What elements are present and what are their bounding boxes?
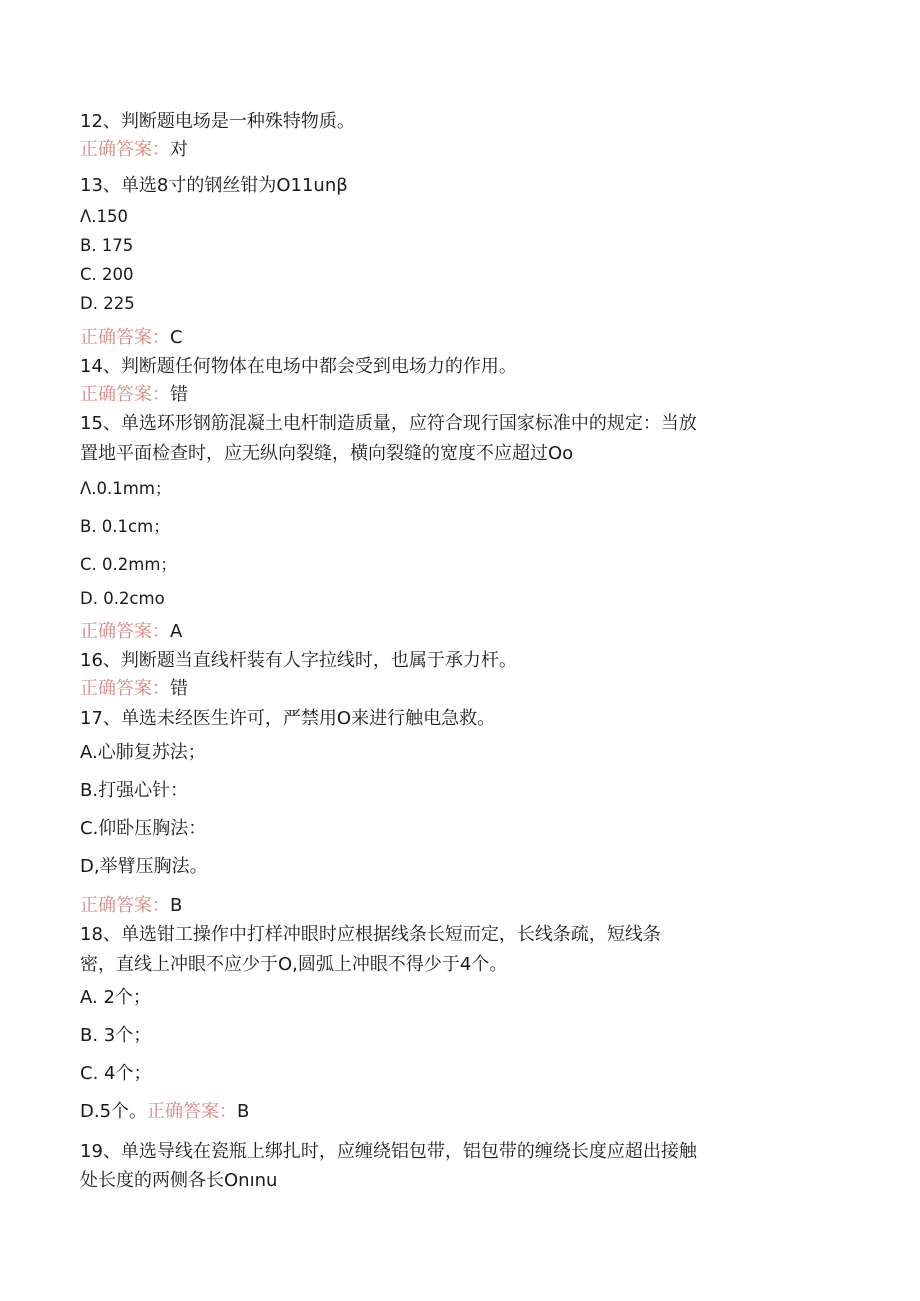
q18-option-a: A. 2个； (80, 987, 151, 1008)
q16-stem: 16、判断题当直线杆装有人字拉线时，也属于承力杆。 (80, 650, 517, 671)
q15-stem-line1: 15、单选环形钢筋混凝土电杆制造质量，应符合现行国家标准中的规定：当放 (80, 413, 697, 434)
q18-answer: B (237, 1101, 250, 1122)
q19-stem-line1: 19、单选导线在瓷瓶上绑扎时，应缠绕铝包带，铝包带的缠绕长度应超出接触 (80, 1141, 697, 1162)
q17-stem: 17、单选未经医生许可，严禁用O来进行触电急救。 (80, 708, 496, 729)
answer-label: 正确答案： (80, 895, 170, 916)
q13-answer-line (80, 326, 183, 350)
q14-stem: 14、判断题任何物体在电场中都会受到电场力的作用。 (80, 356, 517, 377)
q18-option-c: C. 4个； (80, 1063, 152, 1084)
q14-answer-line (80, 383, 188, 407)
q14-answer: 错 (170, 384, 188, 405)
q13-option-a: Λ.150 (80, 207, 129, 226)
q15-option-a: Λ.0.1mm； (80, 479, 172, 498)
q12-stem: 12、判断题电场是一种殊特物质。 (80, 111, 355, 132)
q17-option-b: B.打强心针： (80, 780, 189, 801)
q13-option-c: C. 200 (80, 265, 134, 284)
q17-answer: B (170, 895, 183, 916)
q15-option-b: B. 0.1cm； (80, 517, 170, 536)
answer-label: 正确答案： (80, 139, 170, 160)
q19-stem-line2: 处长度的两侧各长Onınu (80, 1170, 278, 1191)
q17-option-d: D,举臂压胸法。 (80, 856, 208, 877)
q17-option-a: A.心肺复苏法； (80, 742, 206, 763)
q15-stem-line2: 置地平面检查时，应无纵向裂缝，横向裂缝的宽度不应超过Oo (80, 443, 574, 464)
q15-answer: A (170, 621, 183, 642)
q16-answer: 错 (170, 678, 188, 699)
q18-stem-line2: 密，直线上冲眼不应少于O,圆弧上冲眼不得少于4个。 (80, 954, 508, 975)
q13-answer: C (170, 327, 183, 348)
answer-label: 正确答案： (80, 621, 170, 642)
q18-stem-line1: 18、单选钳工操作中打样冲眼时应根据线条长短而定，长线条疏，短线条 (80, 924, 661, 945)
q15-answer-line (80, 620, 182, 644)
q12-answer: 对 (170, 139, 188, 160)
q13-option-d: D. 225 (80, 294, 135, 313)
q13-option-b: B. 175 (80, 236, 134, 255)
q13-stem: 13、单选8寸的钢丝钳为O11unβ (80, 175, 348, 196)
q17-answer-line (80, 894, 182, 918)
q18-option-d: D.5个。 (80, 1101, 148, 1122)
q17-option-c: C.仰卧压胸法： (80, 818, 207, 839)
q18-option-d-answer-line (80, 1100, 249, 1124)
answer-label: 正确答案： (80, 327, 170, 348)
answer-label: 正确答案： (147, 1101, 238, 1122)
q18-option-b: B. 3个； (80, 1025, 152, 1046)
q16-answer-line (80, 677, 188, 701)
q12-answer-line (80, 138, 188, 162)
answer-label: 正确答案： (80, 384, 170, 405)
q15-option-c: C. 0.2mm； (80, 555, 177, 574)
q15-option-d: D. 0.2cmo (80, 589, 165, 608)
answer-label: 正确答案： (80, 678, 170, 699)
